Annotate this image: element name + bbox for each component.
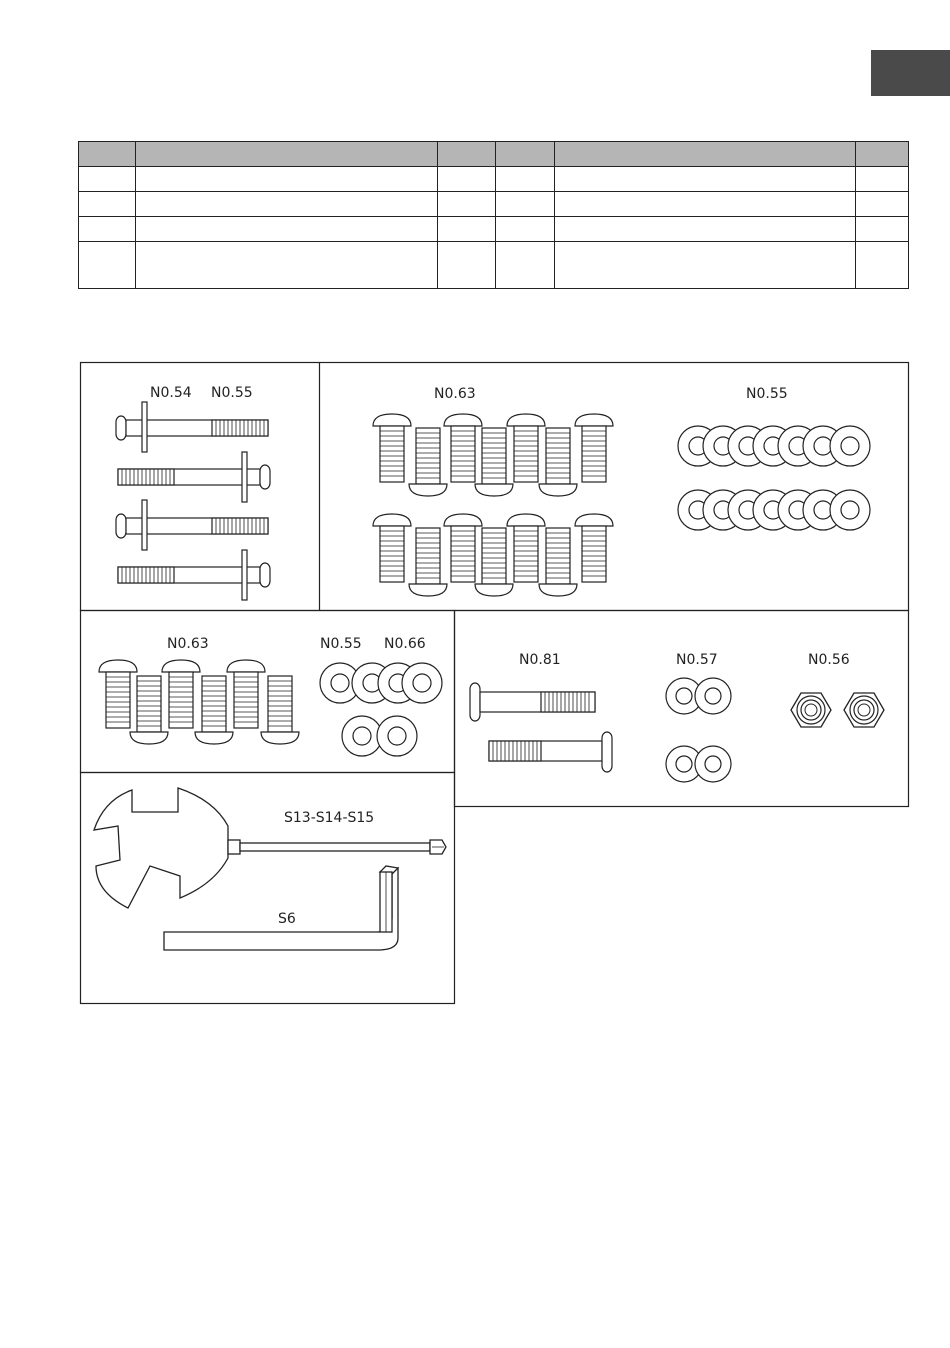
bolt-icon bbox=[470, 683, 595, 721]
screw-icon bbox=[130, 676, 168, 744]
nut-icon bbox=[791, 693, 831, 727]
screw-icon bbox=[195, 676, 233, 744]
bolt-icon bbox=[118, 550, 270, 600]
screw-icon bbox=[507, 514, 545, 582]
screw-icon bbox=[261, 676, 299, 744]
label-wrench: S13-S14-S15 bbox=[284, 810, 375, 826]
washer-icon bbox=[830, 426, 870, 466]
screw-icon bbox=[475, 528, 513, 596]
screw-icon bbox=[575, 414, 613, 482]
panel-screws-washers-63-55-66 bbox=[99, 636, 442, 756]
label-no81: N0.81 bbox=[519, 652, 561, 668]
bolt-icon bbox=[116, 402, 268, 452]
screw-icon bbox=[227, 660, 265, 728]
label-no66: N0.66 bbox=[384, 636, 426, 652]
screw-icon bbox=[409, 428, 447, 496]
screw-icon bbox=[162, 660, 200, 728]
panel-tools bbox=[94, 788, 446, 950]
label-no55: N0.55 bbox=[211, 385, 253, 401]
bolt-icon bbox=[116, 500, 268, 550]
label-no56: N0.56 bbox=[808, 652, 850, 668]
label-no57: N0.57 bbox=[676, 652, 718, 668]
washer-icon bbox=[695, 678, 731, 714]
label-no54: N0.54 bbox=[150, 385, 192, 401]
label-no55: N0.55 bbox=[320, 636, 362, 652]
washer-icon bbox=[342, 716, 382, 756]
screw-icon bbox=[444, 514, 482, 582]
screw-icon bbox=[444, 414, 482, 482]
panel-bolts-washers-nuts-81-57-56 bbox=[470, 652, 884, 782]
screw-icon bbox=[539, 528, 577, 596]
screw-icon bbox=[575, 514, 613, 582]
screw-icon bbox=[99, 660, 137, 728]
label-no63: N0.63 bbox=[167, 636, 209, 652]
screw-icon bbox=[409, 528, 447, 596]
panel-bolts-54-55 bbox=[116, 385, 270, 600]
washer-icon bbox=[377, 716, 417, 756]
screw-icon bbox=[539, 428, 577, 496]
washer-icon bbox=[695, 746, 731, 782]
screw-icon bbox=[373, 514, 411, 582]
bolt-icon bbox=[489, 732, 612, 772]
label-no63: N0.63 bbox=[434, 386, 476, 402]
washer-icon bbox=[830, 490, 870, 530]
bolt-icon bbox=[118, 452, 270, 502]
screw-icon bbox=[373, 414, 411, 482]
panel-washers-55 bbox=[678, 386, 870, 530]
washer-icon bbox=[402, 663, 442, 703]
nut-icon bbox=[844, 693, 884, 727]
label-no55: N0.55 bbox=[746, 386, 788, 402]
screw-icon bbox=[507, 414, 545, 482]
panel-screws-63 bbox=[373, 386, 613, 596]
label-hex-key: S6 bbox=[278, 911, 296, 927]
screw-icon bbox=[475, 428, 513, 496]
